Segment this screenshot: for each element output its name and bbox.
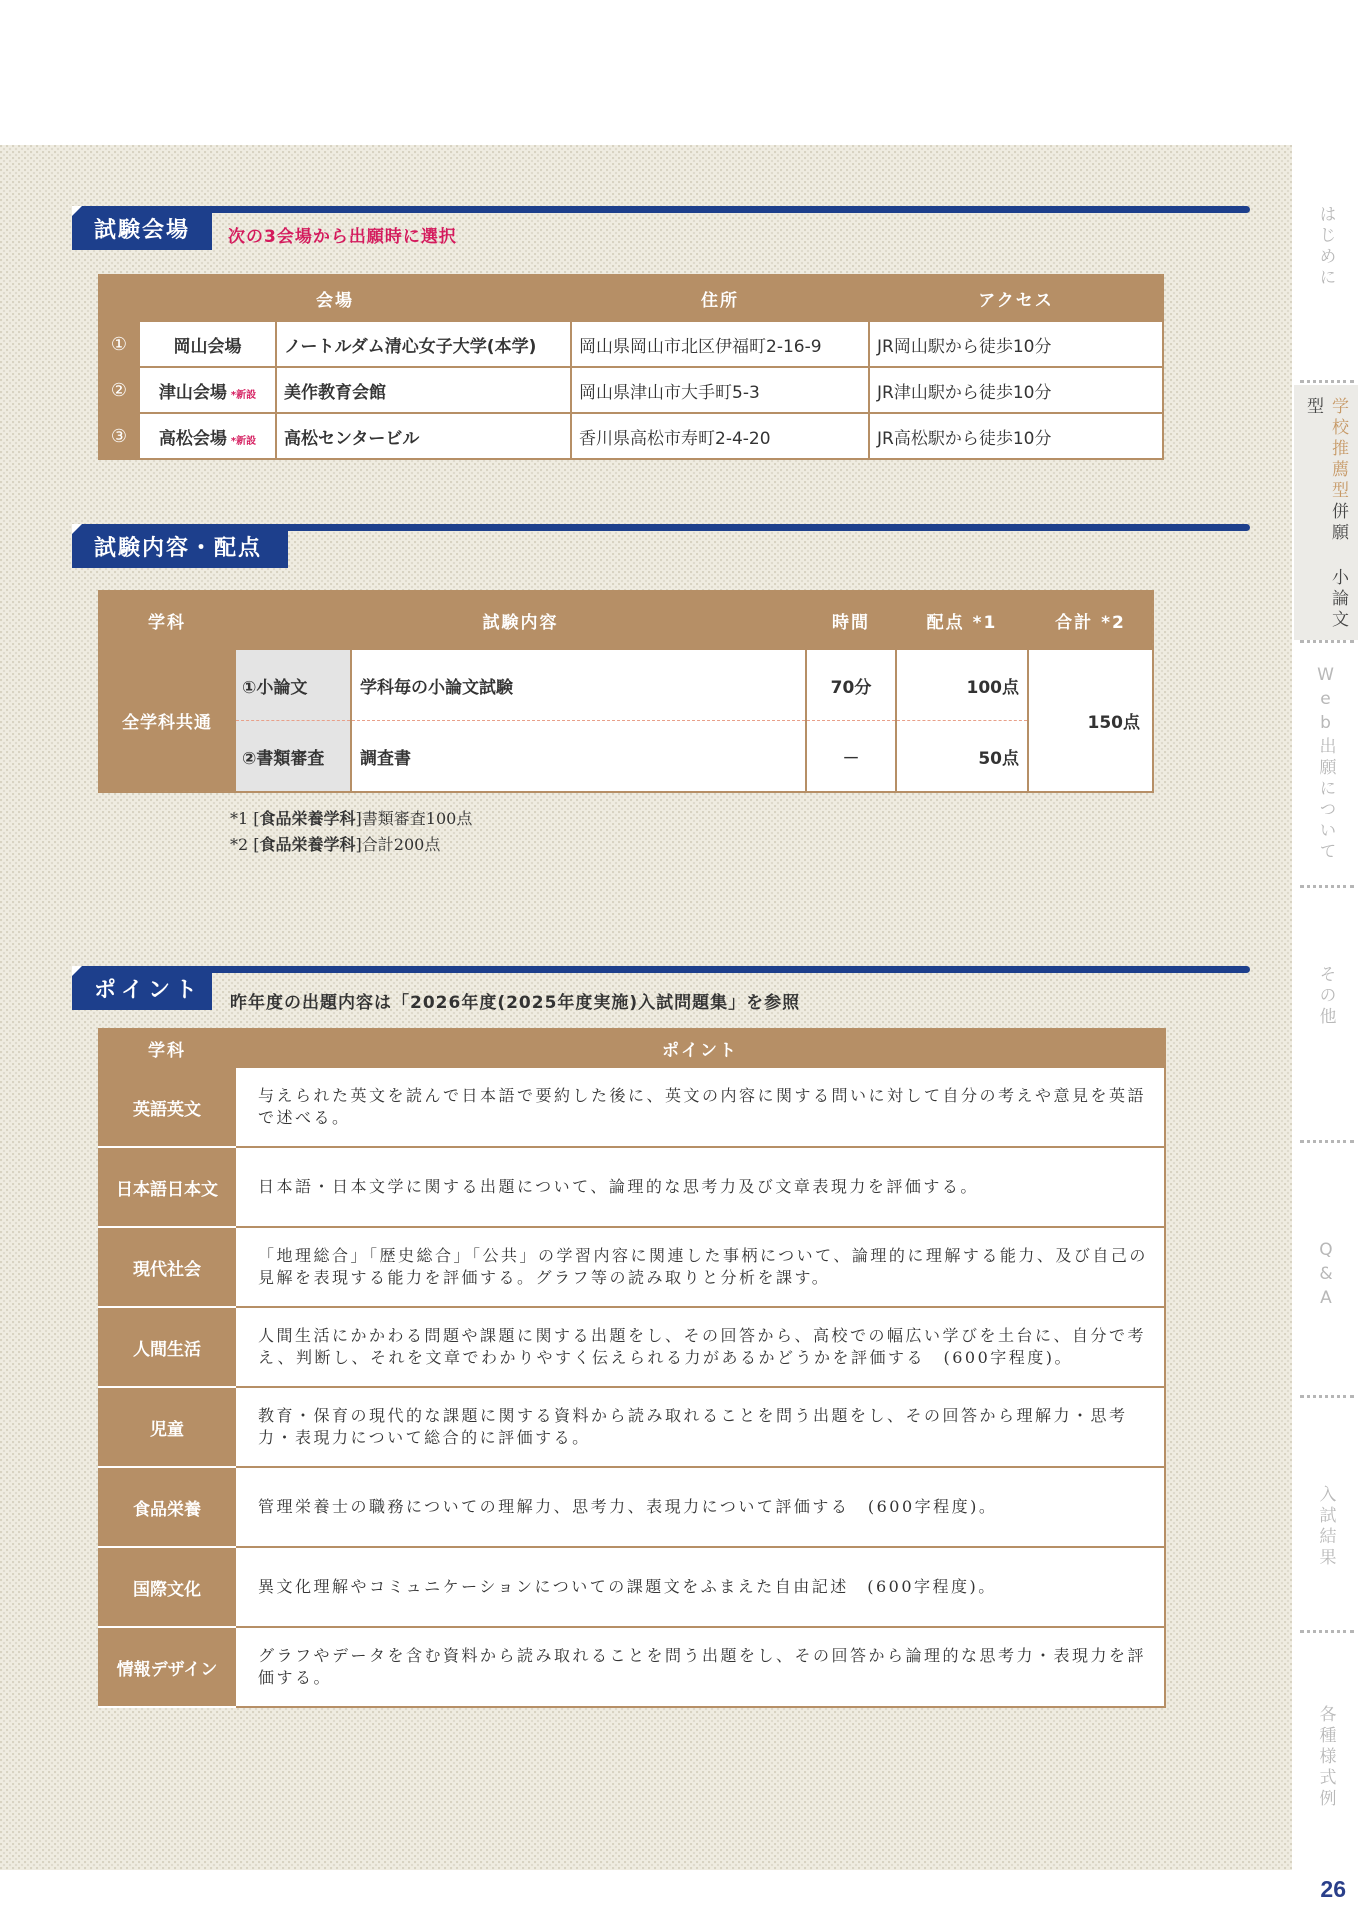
sidebar-nav (1294, 145, 1358, 1870)
footnote-2: *2 [食品栄養学科]合計200点 (230, 835, 441, 854)
address: 岡山県津山市大手町5-3 (571, 367, 869, 413)
venue-name: 岡山会場 (139, 321, 276, 367)
score-header: 配点 *1 (896, 591, 1028, 649)
section-title-point: ポイント (72, 966, 212, 1010)
sidebar-item-recommendation[interactable] (1294, 385, 1358, 640)
dept-cell: 国際文化 (99, 1547, 235, 1627)
sidebar-item-label: 各種様式例 (1315, 1705, 1336, 1810)
dept-cell: 人間生活 (99, 1307, 235, 1387)
sidebar-item-web-application[interactable] (1294, 665, 1358, 1005)
page-number: 26 (1320, 1876, 1346, 1902)
sidebar-item-label: はじめに (1315, 205, 1336, 289)
row-number: ① (99, 321, 139, 367)
section-title-exam: 試験内容・配点 (72, 524, 288, 568)
time-header: 時間 (806, 591, 896, 649)
dept-cell: 現代社会 (99, 1227, 235, 1307)
time-cell: － (806, 721, 896, 793)
table-row (99, 413, 1163, 459)
dept-cell: 児童 (99, 1387, 235, 1467)
table-row (99, 1067, 1165, 1147)
table-row (99, 1147, 1165, 1227)
footnote-1: *1 [食品栄養学科]書類審査100点 (230, 809, 473, 828)
table-row (99, 1467, 1165, 1547)
point-note: 昨年度の出題内容は「2026年度(2025年度実施)入試問題集」を参照 (230, 993, 801, 1013)
row-number: ③ (99, 413, 139, 459)
facility-name: ノートルダム清心女子大学(本学) (276, 321, 571, 367)
dept-header: 学科 (99, 1029, 235, 1067)
dept-cell: 英語英文 (99, 1067, 235, 1147)
venue-header: 会場 (99, 275, 571, 321)
new-badge: *新設 (230, 435, 257, 447)
row-number: ② (99, 367, 139, 413)
point-text: 日本語・日本文学に関する出題について、論理的な思考力及び文章表現力を評価する。 (235, 1147, 1165, 1227)
table-row (99, 1307, 1165, 1387)
dept-cell: 全学科共通 (99, 649, 235, 792)
sidebar-item-intro[interactable] (1294, 205, 1358, 375)
content-header: 試験内容 (235, 591, 806, 649)
content-cell: 調査書 (351, 721, 806, 793)
dept-cell: 食品栄養 (99, 1467, 235, 1547)
point-header: ポイント (235, 1029, 1165, 1067)
section-title-venue: 試験会場 (72, 206, 212, 250)
sidebar-item-other[interactable] (1294, 965, 1358, 1065)
point-text: グラフやデータを含む資料から読み取れることを問う出題をし、その回答から論理的な思考力・表現力を評価する。 (235, 1627, 1165, 1707)
venue-note: 次の3会場から出願時に選択 (228, 227, 457, 247)
venue-table (98, 274, 1164, 460)
access-header: アクセス (869, 275, 1163, 321)
table-row (99, 1227, 1165, 1307)
time-cell: 70分 (806, 649, 896, 721)
table-row (99, 321, 1163, 367)
sidebar-item-qa[interactable] (1294, 1240, 1358, 1330)
score-cell: 100点 (896, 649, 1028, 721)
point-table (98, 1028, 1166, 1708)
sidebar-item-label: 学校推薦型併願 小論文型 (1303, 397, 1348, 631)
point-text: 管理栄養士の職務についての理解力、思考力、表現力について評価する (600字程度)。 (235, 1467, 1165, 1547)
sidebar-item-label: 入試結果 (1315, 1485, 1336, 1569)
address: 岡山県岡山市北区伊福町2-16-9 (571, 321, 869, 367)
table-row (99, 367, 1163, 413)
subject-cell: ①小論文 (235, 649, 351, 721)
dept-cell: 日本語日本文 (99, 1147, 235, 1227)
table-row (99, 721, 1153, 793)
sidebar-item-label: Web出願について (1315, 665, 1336, 863)
table-row (99, 1627, 1165, 1707)
sidebar-divider (1300, 1140, 1354, 1143)
point-text: 与えられた英文を読んで日本語で要約した後に、英文の内容に関する問いに対して自分の考えや意見を英語で述べる。 (235, 1067, 1165, 1147)
point-text: 「地理総合」「歴史総合」「公共」の学習内容に関連した事柄について、論理的に理解する能力、及び自己の見解を表現する能力を評価する。グラフ等の読み取りと分析を課す。 (235, 1227, 1165, 1307)
access: JR津山駅から徒歩10分 (869, 367, 1163, 413)
facility-name: 美作教育会館 (276, 367, 571, 413)
sidebar-divider (1300, 1630, 1354, 1633)
content-cell: 学科毎の小論文試験 (351, 649, 806, 721)
point-text: 教育・保育の現代的な課題に関する資料から読み取れることを問う出題をし、その回答から理解力・思考力・表現力について総合的に評価する。 (235, 1387, 1165, 1467)
address: 香川県高松市寿町2-4-20 (571, 413, 869, 459)
total-cell: 150点 (1028, 649, 1153, 792)
sidebar-divider (1300, 1395, 1354, 1398)
sidebar-divider (1300, 885, 1354, 888)
page-footer (0, 1870, 1358, 1920)
sidebar-divider (1300, 380, 1354, 383)
subject-cell: ②書類審査 (235, 721, 351, 793)
sidebar-item-forms[interactable] (1294, 1705, 1358, 1855)
access: JR岡山駅から徒歩10分 (869, 321, 1163, 367)
dept-header: 学科 (99, 591, 235, 649)
address-header: 住所 (571, 275, 869, 321)
exam-table (98, 590, 1154, 793)
point-text: 人間生活にかかわる問題や課題に関する出題をし、その回答から、高校での幅広い学びを土台に、自分で考え、判断し、それを文章でわかりやすく伝えられる力があるかどうかを評価する (600字程度)。 (235, 1307, 1165, 1387)
section-rule (72, 206, 1250, 213)
table-row (99, 649, 1153, 721)
table-row (99, 1387, 1165, 1467)
access: JR高松駅から徒歩10分 (869, 413, 1163, 459)
table-row (99, 1547, 1165, 1627)
point-text: 異文化理解やコミュニケーションについての課題文をふまえた自由記述 (600字程度)。 (235, 1547, 1165, 1627)
dept-cell: 情報デザイン (99, 1627, 235, 1707)
venue-name: 津山会場 *新設 (139, 367, 276, 413)
facility-name: 高松センタービル (276, 413, 571, 459)
total-header: 合計 *2 (1028, 591, 1153, 649)
new-badge: *新設 (230, 389, 257, 401)
venue-name: 高松会場 *新設 (139, 413, 276, 459)
sidebar-divider (1300, 640, 1354, 643)
sidebar-item-results[interactable] (1294, 1485, 1358, 1605)
sidebar-item-label: Q&A (1316, 1240, 1336, 1312)
section-rule (72, 966, 1250, 973)
score-cell: 50点 (896, 721, 1028, 793)
sidebar-item-label: その他 (1315, 965, 1336, 1028)
